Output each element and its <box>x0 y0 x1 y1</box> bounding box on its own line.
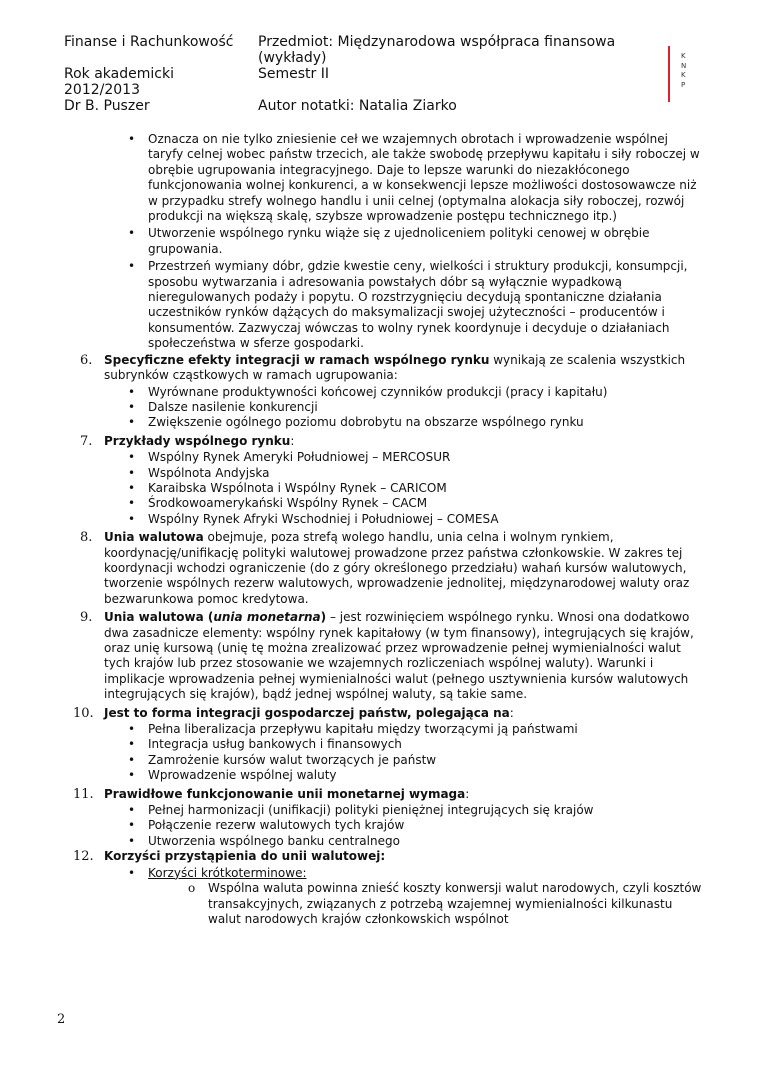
item-number: 12. <box>73 849 94 865</box>
field-of-study: Finanse i Rachunkowość <box>64 34 234 50</box>
item-heading: Prawidłowe funkcjonowanie unii monetarnej wymaga <box>104 786 466 801</box>
list-item: • Oznacza on nie tylko zniesienie ceł we wzajemnych obrotach i wprowadzenie wspólnej taryfy celnej wobec państw trzecich, ale także swobodę przepływu kapitału i siły roboczej w obrębie ugrupowania integracyjnego. Daje to lepsze warunki do niezakłóconego funkcjonowania wolnej konkurenci, a w konsekwencji lepsze możliwości dostosowawcze niż w przypadku strefy wolnego handlu i unii celnej (optymalna alokacja siły roboczej, rozwój produkcji na większą skalę, szybsze wprowadzenie postępu technicznego itp.) <box>0 132 703 224</box>
academic-year-label: Rok akademicki <box>64 66 174 82</box>
list-item: • Dalsze nasilenie konkurencji <box>0 400 703 415</box>
page-number: 2 <box>57 1012 66 1027</box>
item-text: – jest rozwinięciem wspólnego rynku. Wnosi ona dodatkowo dwa zasadnicze elementy: wspólny rynek kapitałowy (w tym finansowy), integrujących się krajów, oraz unię kursową (unię tę można zrealizować przez wprowadzenie pełnej wymienialności walut tych krajów lub przez stosowanie we wzajemnych rozliczeniach wspólnej waluty). Warunki i implikacje wprowadzenia pełnej wymienialności walut (pełnego usztywnienia kursów walutowych integrujących się krajów), bądź jednej wspólnej waluty, są takie same. <box>104 610 694 702</box>
numbered-item-9 <box>0 610 704 702</box>
numbered-item-12 <box>0 849 704 864</box>
list-item: • Pełnej harmonizacji (unifikacji) polityki pieniężnej integrujących się krajów <box>0 803 703 818</box>
list-item: • Przestrzeń wymiany dóbr, gdzie kwestie ceny, wielkości i struktury produkcji, konsumpcji, sposobu wytwarzania i adresowania powstałych dóbr są wyłącznie wypadkową nieregulowanych podaży i popytu. O rozstrzygnięciu decydują spontaniczne działania uczestników rynków dążących do maksymalizacji swojej użyteczności – producentów i konsumentów. Zazwyczaj wówczas to wolny rynek koordynuje i decyduje o działaniach społeczeństwa w sferze gospodarki. <box>0 259 703 351</box>
numbered-item-7 <box>0 434 704 449</box>
list-item: • Integracja usług bankowych i finansowych <box>0 737 703 752</box>
list-item: • Utworzenia wspólnego banku centralnego <box>0 834 703 849</box>
academic-year: 2012/2013 <box>64 82 140 98</box>
item-heading-italic: unia monetarna <box>213 610 321 625</box>
subject: Przedmiot: Międzynarodowa współpraca finansowa <box>258 34 616 50</box>
item-number: 7. <box>80 433 93 449</box>
item-heading: Korzyści przystąpienia do unii walutowej: <box>104 849 386 864</box>
item-heading: Przykłady wspólnego rynku <box>104 433 291 448</box>
list-item: • Karaibska Wspólnota i Wspólny Rynek – CARICOM <box>0 481 703 496</box>
list-item: • Wyrównane produktywności końcowej czynników produkcji (pracy i kapitału) <box>0 385 703 400</box>
item-text: obejmuje, poza strefą wolego handlu, unia celna i wolnym rynkiem, koordynację/unifikację polityki walutowej prowadzone przez państwa członkowskie. W zakres tej koordynacji wchodzi ograniczenie (do z góry określonego przedziału) wahań kursów walutowych, tworzenie wspólnych rezerw walutowych, wprowadzenie jednolitej, międzynarodowej waluty oraz bezwarunkowa pomoc kredytowa. <box>104 530 690 606</box>
list-item: • Środkowoamerykański Wspólny Rynek – CACM <box>0 496 703 511</box>
item-text: : <box>290 433 295 448</box>
note-author: Autor notatki: Natalia Ziarko <box>258 98 457 114</box>
item-number: 9. <box>80 610 93 626</box>
item-text: : <box>509 705 514 720</box>
item-number: 8. <box>80 530 93 546</box>
list-item: • Zamrożenie kursów walut tworzących je państw <box>0 753 703 768</box>
sub-list-item: o Wspólna waluta powinna znieść koszty konwersji walut narodowych, czyli kosztów transakcyjnych, związanych z potrzebą wzajemnej wymienialności kilkunastu walut narodowych krajów członkowskich wspólnot <box>0 881 703 927</box>
list-item-subheading: • Korzyści krótkoterminowe: <box>0 866 703 881</box>
logo-divider <box>668 46 670 102</box>
item-number: 11. <box>73 786 94 802</box>
document-body <box>0 132 760 927</box>
item-heading: Unia walutowa <box>104 530 204 545</box>
list-item: • Wspólny Rynek Afryki Wschodniej i Południowej – COMESA <box>0 512 703 527</box>
semester: Semestr II <box>258 66 329 82</box>
item-heading: Unia walutowa ( <box>104 610 214 625</box>
numbered-item-8 <box>0 530 704 607</box>
knkp-logo: KNKP <box>681 52 687 89</box>
numbered-item-10 <box>0 706 704 721</box>
item-heading: Specyficzne efekty integracji w ramach wspólnego rynku <box>104 352 490 367</box>
list-item: • Wspólnota Andyjska <box>0 466 703 481</box>
list-item: • Pełna liberalizacja przepływu kapitału między tworzącymi ją państwami <box>0 722 703 737</box>
item-text: wynikają ze scalenia wszystkich subrynków cząstkowych w ramach ugrupowania: <box>104 352 686 383</box>
subject-continued: (wykłady) <box>258 50 327 66</box>
list-item: • Zwiększenie ogólnego poziomu dobrobytu na obszarze wspólnego rynku <box>0 415 703 430</box>
item-number: 10. <box>73 705 94 721</box>
numbered-item-6 <box>0 353 704 384</box>
list-item: • Utworzenie wspólnego rynku wiąże się z ujednoliceniem polityki cenowej w obrębie grupowania. <box>0 226 703 257</box>
lecturer: Dr B. Puszer <box>64 98 150 114</box>
list-item: • Połączenie rezerw walutowych tych krajów <box>0 818 703 833</box>
item-number: 6. <box>80 352 93 368</box>
item-heading: Jest to forma integracji gospodarczej państw, polegająca na <box>104 705 510 720</box>
item-text: : <box>465 786 470 801</box>
list-item: • Wspólny Rynek Ameryki Południowej – MERCOSUR <box>0 450 703 465</box>
numbered-item-11 <box>0 787 704 802</box>
item-heading-end: ) <box>320 610 327 625</box>
list-item: • Wprowadzenie wspólnej waluty <box>0 768 703 783</box>
